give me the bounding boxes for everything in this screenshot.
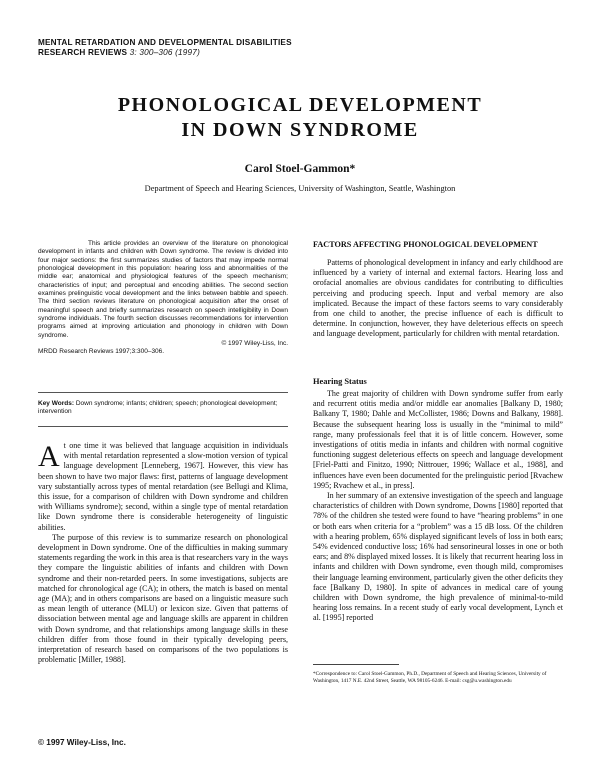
abstract-text: This article provides an overview of the literature on phonological development in infants and children with Down syndrome. The review is divided into four major sections: the first summarizes studies of factors that may impede normal phonological development in this population: hearing loss and abnormalities of the middle ear; anatomical and physiological features of the speech mechanism; characteristics of input; and perceptual and encoding abilities. The second section examines prelinguistic vocal development and the links between babble and speech. The third section reviews literature on phonological acquisition after the onset of meaningful speech and briefly summarizes research on speech intelligibility in Down syndrome individuals. The fourth section discusses recommendations for intervention programs aimed at improving articulation and phonology in children with Down syndrome. [38,240,288,339]
subsection-heading-hearing: Hearing Status [313,377,367,386]
keywords-text: Down syndrome; infants; children; speech; phonological development; intervention [38,400,278,416]
abstract-citation: MRDD Research Reviews 1997;3:300–306. [38,348,165,356]
keywords-label: Key Words: [38,400,74,407]
section-heading-factors: FACTORS AFFECTING PHONOLOGICAL DEVELOPMENT [313,240,538,249]
title-line-2: IN DOWN SYNDROME [181,119,419,141]
introduction-section [38,441,288,665]
journal-header [38,38,368,58]
copyright-notice: © 1997 Wiley-Liss, Inc. [38,738,126,747]
correspondence-footnote: *Correspondence to: Carol Stoel-Gammon, Ph.D., Department of Speech and Hearing Sciences, University of Washington, 1417 N.E. 42nd Street, Seattle, WA 98105-6246. E-mail: csg@u.washington.edu [313,671,547,685]
intro-paragraph-2: The purpose of this review is to summarize research on phonological development in Down syndrome. One of the difficulties in making summary statements regarding the work in this area is that researchers vary in the ways they compare the linguistic abilities of infants and children with Down syndrome and their non-retarded peers. In some investigations, subjects are matched for chronological age (CA); in others, the match is based on mental age (MA); and in others comparisons are based on a linguistic measure such as mean length of utterance (MLU) or lexicon size. Given that patterns of dissociation between mental age and language skills are apparent in children with Down syndrome, and that relationships among language skills in these children differ from those found in their typically developing peers, interpretation of research based on comparisons of the two populations is problematic [Miller, 1988]. [38,532,288,665]
journal-volume-pages: 3: 300–306 (1997) [129,48,200,57]
keywords [38,400,288,417]
footnote-divider [313,664,399,665]
journal-name-line: MENTAL RETARDATION AND DEVELOPMENTAL DISABILITIES [38,38,292,47]
author-affiliation: Department of Speech and Hearing Sciences, University of Washington, Seattle, Washington [144,184,456,193]
article-title [0,93,600,143]
abstract [38,240,288,357]
intro-paragraph-1: t one time it was believed that language acquisition in individuals with mental retardation represented a slow-motion version of typical language development [Lenneberg, 1967]. However, this view has been shown to have two major flaws: first, patterns of language development vary substantially across types of mental retardation (see Bellugi and Klima, this issue, for a comparison of children with Down syndrome and children with Williams syndrome); second, within a single type of mental retardation like Down syndrome there is considerable heterogeneity of linguistic abilities. [38,441,288,532]
abstract-divider-top [38,392,288,393]
hearing-paragraph-2: In her summary of an extensive investigation of the speech and language characteristics of children with Down syndrome, Downs [1980] reported that 78% of the children she tested were found to have “hearing problems” in one or both ears when criteria for a “problem” was a 15 dB loss. Of the children with a hearing problem, 65% displayed significant levels of loss in both ears; 54% evidenced conductive loss; 16% had sensorineural losses in one or both ears; and 8% displayed mixed losses. It is likely that recurrent hearing loss in infants and children with Down syndrome, even though mild, compromises their language learning environment, particularly given the other deficits they face [Balkany D, 1980]. In spite of advances in medical care of young children with Down syndrome, the high prevalence of minimal-to-mild hearing loss remains. In a recent study of early vocal development, Lynch et al. [1995] reported [313,491,563,623]
title-line-1: PHONOLOGICAL DEVELOPMENT [117,94,483,116]
abstract-publisher-credit: © 1997 Wiley-Liss, Inc. [221,340,288,348]
hearing-section [313,389,563,624]
journal-citation-line [38,48,368,58]
hearing-paragraph-1: The great majority of children with Down syndrome suffer from early and recurrent otitis media and/or middle ear anomalies [Balkany D, 1980; Balkany T, 1980; Dahle and McCollister, 1986; Downs and Balkany, 1988]. Because the subsequent hearing loss is usually in the “minimal to mild” range, many professionals feel that it is of little concern. However, some investigations of otitis media in infants and children with normal cognitive functioning suggest deleterious effects on speech and language development [Friel-Patti and Finitzo, 1990; Nittrouer, 1996; Wallace et al., 1988], and influences have even been documented for the prelinguistic period [Rvachew 1995; Rvachew et al., in press]. [313,389,563,490]
drop-cap: A [38,440,60,473]
author-name: Carol Stoel-Gammon* [244,163,356,175]
factors-section [313,258,563,340]
factors-paragraph-1: Patterns of phonological development in infancy and early childhood are influenced by a variety of internal and external factors. Hearing loss and orofacial anomalies are obvious candidates for contributing to difficulties perceiving and producing speech. Input and verbal memory are also implicated. Because the impact of these factors seems to vary considerably from one child to another, the precise influence of each is difficult to determine. In conjunction, however, they have deleterious effects on speech and language development, particularly for children with mental retardation. [313,258,563,339]
abstract-divider-bottom [38,426,288,427]
journal-series-name: RESEARCH REVIEWS [38,48,128,57]
